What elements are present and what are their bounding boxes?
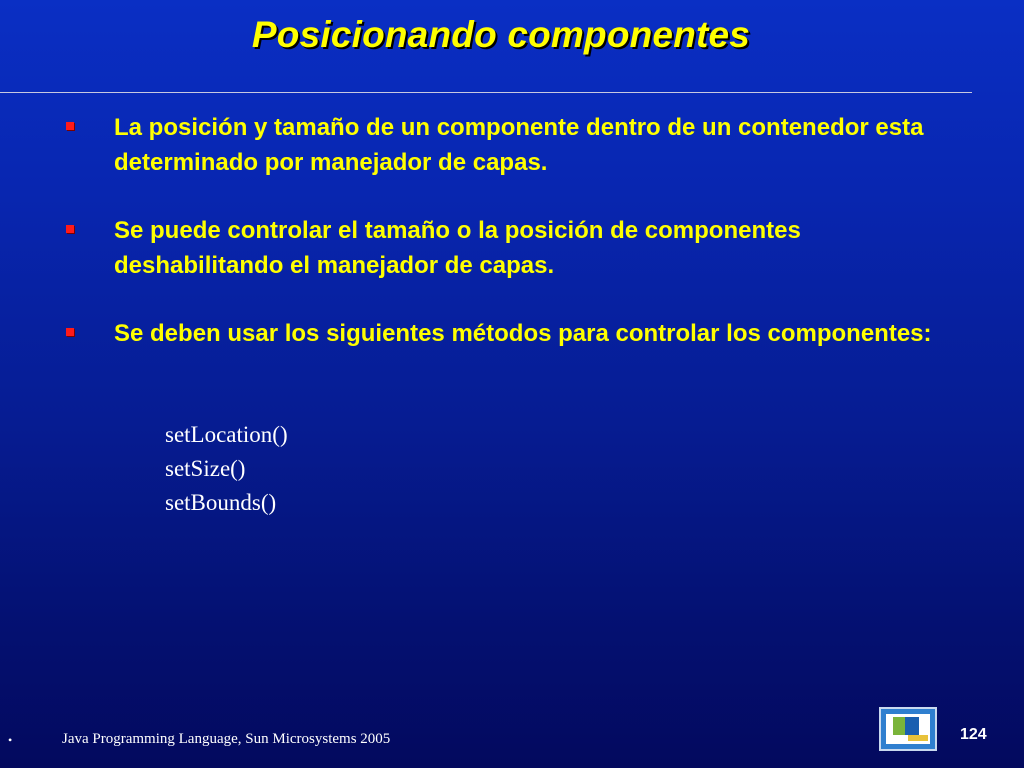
bullet-item bbox=[62, 316, 962, 351]
method-list bbox=[165, 418, 288, 520]
square-bullet-icon bbox=[66, 225, 74, 233]
method-item: setSize() bbox=[165, 456, 246, 481]
square-bullet-icon bbox=[66, 122, 74, 130]
bullet-text: La posición y tamaño de un componente dentro de un contenedor esta determinado por manejador de capas. bbox=[114, 114, 924, 176]
title-divider bbox=[0, 92, 972, 93]
bullet-item bbox=[62, 110, 962, 180]
logo-shape bbox=[908, 735, 928, 741]
bullet-list bbox=[62, 110, 962, 384]
logo-inner bbox=[886, 714, 930, 744]
method-item: setLocation() bbox=[165, 422, 288, 447]
square-bullet-icon bbox=[66, 328, 74, 336]
page-number: 124 bbox=[960, 726, 987, 743]
bullet-text: Se deben usar los siguientes métodos para controlar los componentes: bbox=[114, 320, 932, 347]
slide-title: Posicionando componentes bbox=[251, 14, 751, 55]
logo-icon bbox=[879, 707, 937, 751]
bullet-text: Se puede controlar el tamaño o la posición de componentes deshabilitando el manejador de capas. bbox=[114, 217, 801, 279]
logo-shape bbox=[893, 717, 905, 735]
logo-shape bbox=[905, 717, 919, 735]
footer-text: Java Programming Language, Sun Microsystems 2005 bbox=[62, 731, 391, 747]
method-item: setBounds() bbox=[165, 490, 277, 515]
bullet-item bbox=[62, 213, 962, 283]
footer-bullet: • bbox=[8, 733, 13, 747]
